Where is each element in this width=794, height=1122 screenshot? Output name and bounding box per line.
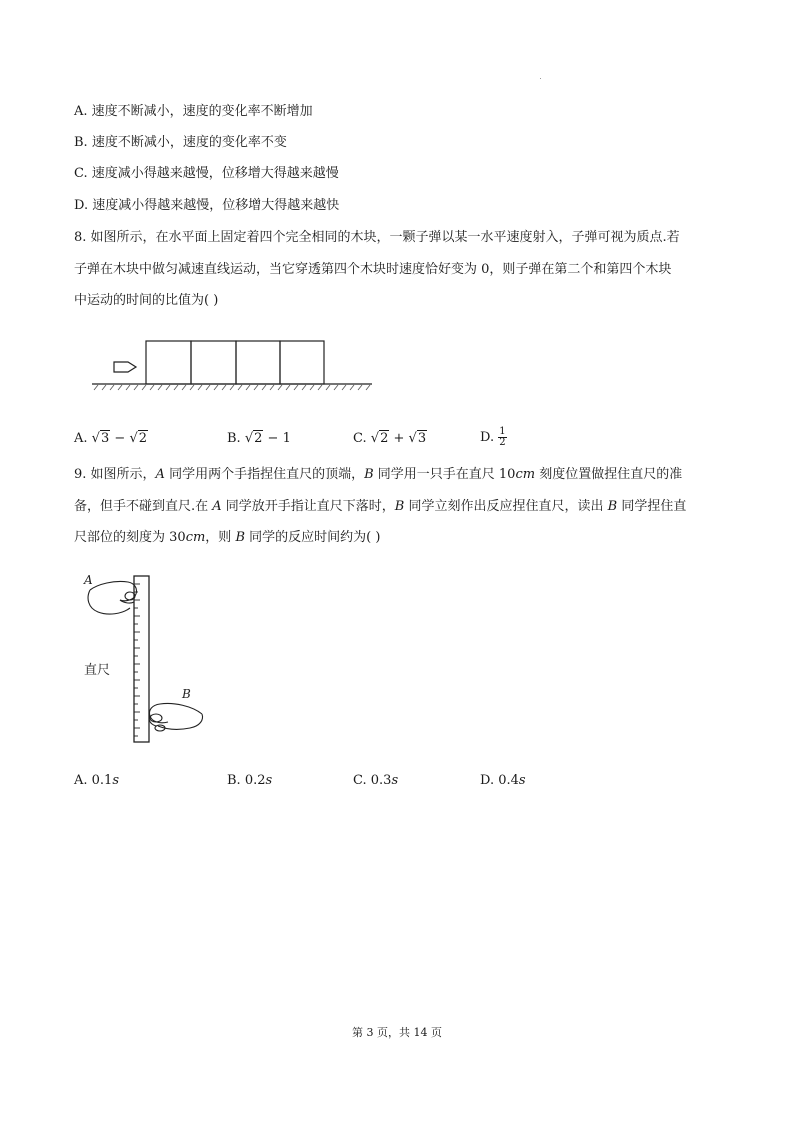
sqrt-expression: √3 (91, 431, 110, 446)
q8-option-a: A. √3 − √2 (74, 431, 148, 446)
q8-option-b: B. √2 − 1 (227, 431, 291, 446)
sqrt-expression: √2 (129, 431, 148, 446)
q7-option-a: A. 速度不断减小，速度的变化率不断增加 (74, 104, 313, 119)
fraction: $\frac{1}{2}$ (499, 426, 506, 448)
figure-label-a: A (84, 573, 93, 587)
q7-option-b: B. 速度不断减小，速度的变化率不变 (74, 135, 287, 150)
option-label: A. (74, 431, 88, 446)
q8-stem-line2: 子弹在木块中做匀减速直线运动，当它穿透第四个木块时速度恰好变为 0，则子弹在第二个和第四个木块 (74, 262, 672, 277)
wood-block-2 (191, 341, 236, 384)
ruler (134, 576, 149, 742)
hand-a-icon (88, 581, 136, 614)
q8-option-c: C. √2 + √3 (353, 431, 427, 446)
figure-label-ruler: 直尺 (84, 663, 111, 678)
q8-stem-line1: 8. 如图所示，在水平面上固定着四个完全相同的木块，一颗子弹以某一水平速度射入，子弹可视为质点.若 (74, 230, 680, 245)
ground-hatching (94, 385, 370, 390)
wood-block-1 (146, 341, 191, 384)
option-label: D. (480, 430, 495, 445)
q9-option-c: C. 0.3s (353, 773, 399, 788)
figure-label-b: B (182, 687, 191, 701)
wood-block-4 (280, 341, 324, 384)
q8-option-d (480, 427, 507, 448)
q8-stem-line3: 中运动的时间的比值为( ) (74, 293, 219, 308)
wood-block-3 (236, 341, 280, 384)
page-footer: 第 3 页，共 14 页 (352, 1026, 442, 1039)
page-speck (540, 78, 541, 79)
option-label: B. (227, 431, 241, 446)
sqrt-expression: √2 (244, 431, 263, 446)
q7-option-d: D. 速度减小得越来越慢，位移增大得越来越快 (74, 198, 340, 213)
sqrt-expression: √2 (370, 431, 389, 446)
q9-stem-line3: 尺部位的刻度为 30cm，则 B 同学的反应时间约为( ) (74, 530, 381, 545)
option-label: C. (353, 431, 367, 446)
q9-stem-line1: 9. 如图所示，A 同学用两个手指捏住直尺的顶端，B 同学用一只手在直尺 10cm 刻度位置做捏住直尺的准 (74, 467, 683, 482)
q9-option-a: A. 0.1s (74, 773, 119, 788)
q9-stem-line2: 备，但手不碰到直尺.在 A 同学放开手指让直尺下落时，B 同学立刻作出反应捏住直尺，读出 B 同学捏住直 (74, 499, 687, 514)
q9-ruler-figure (78, 570, 218, 750)
hand-b-icon (149, 703, 202, 731)
q7-option-c: C. 速度减小得越来越慢，位移增大得越来越慢 (74, 166, 339, 181)
q8-wood-blocks-figure (90, 338, 380, 398)
q9-option-b: B. 0.2s (227, 773, 273, 788)
ruler-ticks (134, 584, 140, 736)
sqrt-expression: √3 (408, 431, 427, 446)
q9-option-d: D. 0.4s (480, 773, 526, 788)
bullet-icon (114, 362, 136, 372)
